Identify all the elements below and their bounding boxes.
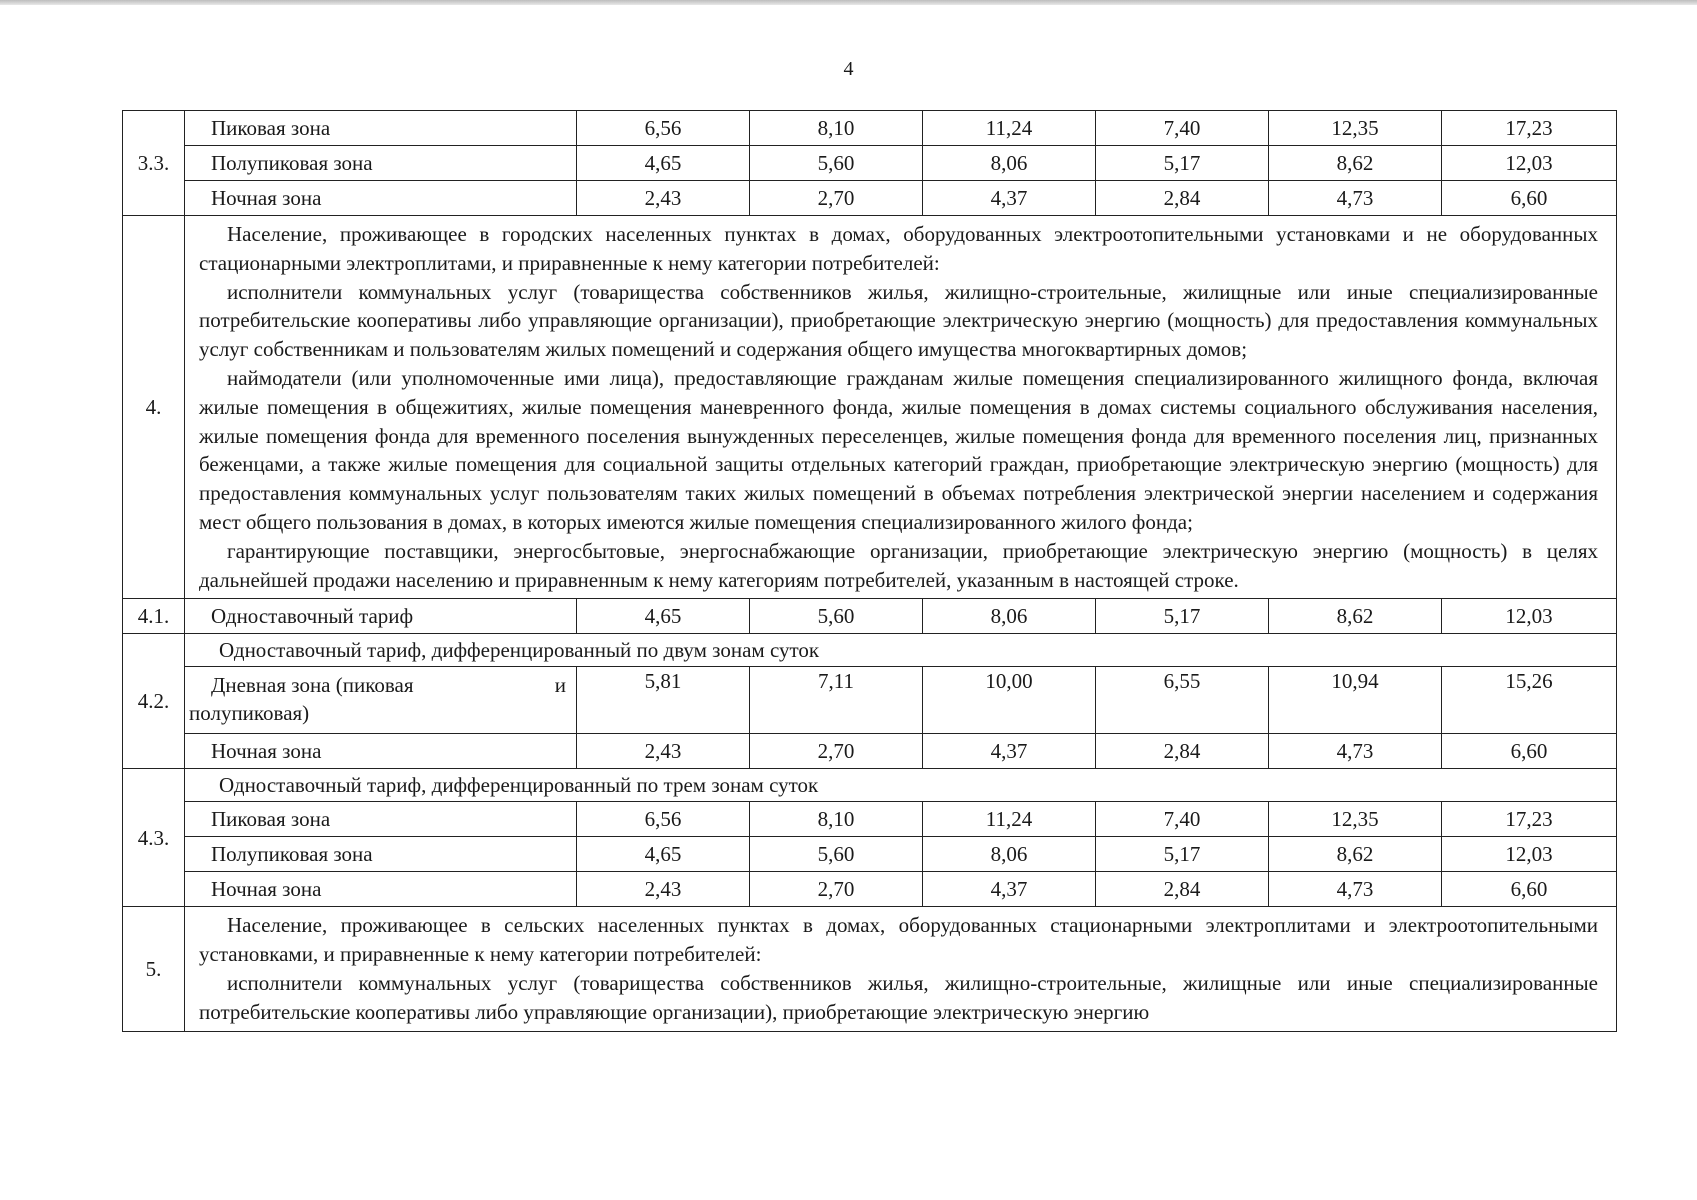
label-part: и — [554, 673, 566, 698]
tariff-value: 10,94 — [1269, 667, 1442, 734]
row-number: 4. — [123, 216, 185, 599]
tariff-value: 4,65 — [577, 146, 750, 181]
tariff-value: 5,60 — [750, 146, 923, 181]
tariff-value: 11,24 — [923, 802, 1096, 837]
tariff-value: 4,37 — [923, 181, 1096, 216]
tariff-value: 7,40 — [1096, 111, 1269, 146]
tariff-value: 2,84 — [1096, 734, 1269, 769]
tariff-value: 2,43 — [577, 872, 750, 907]
paragraph: Население, проживающее в сельских населенных пунктах в домах, оборудованных стационарными электроплитами и электроотопительными установками, и приравненные к нему категории потребителей: — [199, 913, 1598, 967]
tariff-value: 4,65 — [577, 599, 750, 634]
row-number: 4.3. — [123, 769, 185, 907]
paragraph: исполнители коммунальных услуг (товарищества собственников жилья, жилищно-строительные, жилищные или иные специализированные потребительские кооперативы либо управляющие организации), приобретающие электрическую энергию (мощность) для предоставления коммунальных услуг собственникам и пользователям жилых помещений и содержания общего имущества многоквартирных домов; — [199, 279, 1598, 362]
tariff-value: 5,81 — [577, 667, 750, 734]
day-zone-label — [211, 671, 570, 699]
tariff-table — [122, 110, 1617, 1032]
table-row — [123, 146, 1617, 181]
tariff-value: 2,70 — [750, 734, 923, 769]
tariff-value: 2,70 — [750, 872, 923, 907]
row-label: Пиковая зона — [185, 802, 577, 837]
table-row — [123, 599, 1617, 634]
tariff-value: 4,37 — [923, 872, 1096, 907]
label-part: Дневная зона (пиковая — [211, 673, 414, 698]
tariff-value: 2,43 — [577, 734, 750, 769]
tariff-value: 4,65 — [577, 837, 750, 872]
tariff-value: 10,00 — [923, 667, 1096, 734]
tariff-value: 6,56 — [577, 111, 750, 146]
tariff-value: 5,60 — [750, 837, 923, 872]
tariff-value: 4,73 — [1269, 872, 1442, 907]
row-number: 3.3. — [123, 111, 185, 216]
table-row — [123, 769, 1617, 802]
tariff-value: 5,17 — [1096, 599, 1269, 634]
table-row — [123, 907, 1617, 1031]
subsection-heading: Одноставочный тариф, дифференцированный по трем зонам суток — [185, 769, 1617, 802]
tariff-value: 6,56 — [577, 802, 750, 837]
table-row — [123, 872, 1617, 907]
tariff-value: 8,62 — [1269, 599, 1442, 634]
tariff-value: 6,60 — [1442, 181, 1617, 216]
tariff-value: 12,03 — [1442, 599, 1617, 634]
table-row — [123, 802, 1617, 837]
tariff-value: 4,73 — [1269, 734, 1442, 769]
tariff-value: 11,24 — [923, 111, 1096, 146]
table-row — [123, 111, 1617, 146]
tariff-value: 8,10 — [750, 802, 923, 837]
tariff-value: 12,03 — [1442, 837, 1617, 872]
table-row — [123, 667, 1617, 734]
tariff-value: 5,17 — [1096, 146, 1269, 181]
tariff-value: 8,06 — [923, 599, 1096, 634]
tariff-value: 6,60 — [1442, 872, 1617, 907]
row-label: Полупиковая зона — [185, 837, 577, 872]
tariff-value: 12,35 — [1269, 111, 1442, 146]
subsection-heading: Одноставочный тариф, дифференцированный по двум зонам суток — [185, 634, 1617, 667]
table-row — [123, 216, 1617, 599]
row-label: Ночная зона — [185, 181, 577, 216]
tariff-value: 2,70 — [750, 181, 923, 216]
tariff-value: 12,03 — [1442, 146, 1617, 181]
paragraph: исполнители коммунальных услуг (товарищества собственников жилья, жилищно-строительные, жилищные или иные специализированные потребительские кооперативы либо управляющие организации), приобретающие электрическую энергию — [199, 970, 1598, 1024]
row-label: Ночная зона — [185, 872, 577, 907]
tariff-value: 8,62 — [1269, 146, 1442, 181]
tariff-value: 15,26 — [1442, 667, 1617, 734]
row-number: 4.2. — [123, 634, 185, 769]
tariff-value: 8,06 — [923, 837, 1096, 872]
row-label: Ночная зона — [185, 734, 577, 769]
row-number: 4.1. — [123, 599, 185, 634]
row-label — [185, 667, 577, 734]
tariff-value: 4,73 — [1269, 181, 1442, 216]
tariff-value: 12,35 — [1269, 802, 1442, 837]
label-part: полупиковая) — [189, 701, 310, 726]
row-label: Пиковая зона — [185, 111, 577, 146]
category-description — [185, 907, 1617, 1031]
page-number: 4 — [843, 58, 854, 80]
paragraph: Население, проживающее в городских населенных пунктах в домах, оборудованных электроотопительными установками и не оборудованных стационарными электроплитами, и приравненные к нему категории потребителей: — [199, 222, 1598, 275]
tariff-value: 5,17 — [1096, 837, 1269, 872]
row-label: Одноставочный тариф — [185, 599, 577, 634]
tariff-value: 5,60 — [750, 599, 923, 634]
tariff-value: 2,43 — [577, 181, 750, 216]
category-description — [185, 216, 1617, 599]
tariff-value: 17,23 — [1442, 802, 1617, 837]
paragraph: наймодатели (или уполномоченные ими лица), предоставляющие гражданам жилые помещения специализированного жилищного фонда, включая жилые помещения в общежитиях, жилые помещения маневренного фонда, жилые помещения в домах системы социального обслуживания населения, жилые помещения фонда для временного поселения вынужденных переселенцев, жилые помещения фонда для временного поселения лиц, признанных беженцами, а также жилые помещения для социальной защиты отдельных категорий граждан, приобретающие электрическую энергию (мощность) для предоставления коммунальных услуг пользователям таких жилых помещений в объемах потребления электрической энергии населением и содержания мест общего пользования в домах, в которых имеются жилые помещения специализированного жилого фонда; — [199, 365, 1598, 534]
tariff-value: 7,11 — [750, 667, 923, 734]
tariff-value: 8,10 — [750, 111, 923, 146]
tariff-value: 8,06 — [923, 146, 1096, 181]
tariff-value: 6,60 — [1442, 734, 1617, 769]
tariff-value: 7,40 — [1096, 802, 1269, 837]
tariff-value: 4,37 — [923, 734, 1096, 769]
row-label: Полупиковая зона — [185, 146, 577, 181]
tariff-value: 6,55 — [1096, 667, 1269, 734]
tariff-value: 2,84 — [1096, 872, 1269, 907]
table-row — [123, 837, 1617, 872]
paragraph: гарантирующие поставщики, энергосбытовые, энергоснабжающие организации, приобретающие электрическую энергию (мощность) в целях дальнейшей продажи населению и приравненным к нему категориям потребителей, указанным в настоящей строке. — [199, 538, 1598, 592]
table-row — [123, 634, 1617, 667]
tariff-value: 17,23 — [1442, 111, 1617, 146]
scan-edge — [0, 0, 1697, 5]
table-row — [123, 181, 1617, 216]
tariff-value: 2,84 — [1096, 181, 1269, 216]
tariff-value: 8,62 — [1269, 837, 1442, 872]
row-number: 5. — [123, 907, 185, 1031]
table-row — [123, 734, 1617, 769]
